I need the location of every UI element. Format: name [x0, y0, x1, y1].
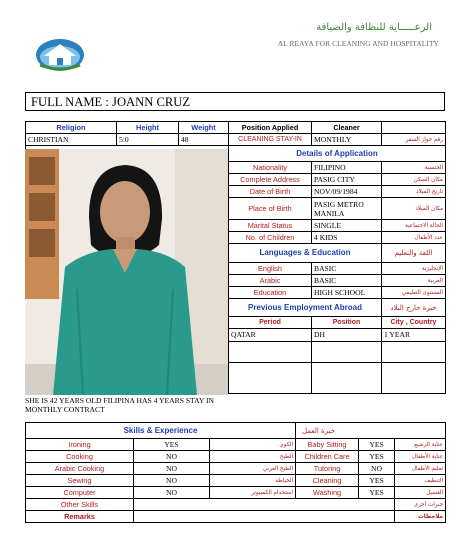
english-label: English [229, 263, 312, 275]
arabic-value: BASIC [312, 275, 382, 287]
remarks-value [134, 511, 395, 523]
english-value: BASIC [312, 263, 382, 275]
languages-title-ar: اللغة والتعليم [382, 244, 446, 263]
employment-country: QATAR [229, 329, 312, 342]
pob-value: PASIG METRO MANILA [312, 198, 382, 220]
brand-name-english: AL REAYA FOR CLEANING AND HOSPITALITY [277, 39, 439, 48]
skills-title-ar: خبرة العمل [296, 423, 446, 439]
education-label: Education [229, 287, 312, 299]
weight-value: 48 [179, 134, 229, 146]
pob-label-ar: مكان الميلاد [382, 198, 446, 220]
skill-baby-sitting-label-ar: عناية الرضيع [395, 439, 446, 451]
skill-sewing-label-ar: الخياطة [210, 475, 296, 487]
city-country-header: City , Country [382, 317, 446, 329]
skill-washing-label: Washing [296, 487, 359, 499]
nationality-value: FILIPINO [312, 162, 382, 174]
skill-ironing-label: Ironing [26, 439, 134, 451]
employment-position: DH [312, 329, 382, 342]
education-label-ar: المستوى التعليمي [382, 287, 446, 299]
address-value: PASIG CITY [312, 174, 382, 186]
dob-label: Date of Birth [229, 186, 312, 198]
candidate-photo [25, 149, 228, 395]
skill-computer-value: NO [134, 487, 210, 499]
english-label-ar: الإنجليزية [382, 263, 446, 275]
position-header: Position [312, 317, 382, 329]
height-value: 5:0 [117, 134, 179, 146]
children-label: No. of Children [229, 232, 312, 244]
dob-value: NOV/09/1984 [312, 186, 382, 198]
height-header: Height [117, 122, 179, 134]
skill-computer-label-ar: استخدام الكمبيوتر [210, 487, 296, 499]
company-logo [34, 33, 86, 73]
education-value: HIGH SCHOOL [312, 287, 382, 299]
languages-title: Languages & Education [229, 244, 382, 263]
skill-cooking-label-ar: الطبخ [210, 451, 296, 463]
skill-arabic-cooking-value: NO [134, 463, 210, 475]
skill-baby-sitting-label: Baby Sitting [296, 439, 359, 451]
skill-children-care-label-ar: عناية الأطفال [395, 451, 446, 463]
other-skills-label: Other Skills [26, 499, 134, 511]
skill-cooking-label: Cooking [26, 451, 134, 463]
skill-sewing-value: NO [134, 475, 210, 487]
skill-tutoring-label: Tutoring [296, 463, 359, 475]
position-applied-header: Position Applied [229, 122, 312, 134]
nationality-label-ar: الجنسية [382, 162, 446, 174]
arabic-label: Arabic [229, 275, 312, 287]
period-header: Period [229, 317, 312, 329]
skill-washing-value: YES [359, 487, 395, 499]
application-title: Details of Application [229, 146, 446, 162]
skill-ironing-label-ar: الكوي [210, 439, 296, 451]
skill-cooking-value: NO [134, 451, 210, 463]
skill-cleaning-value: YES [359, 475, 395, 487]
skill-cleaning-label: Cleaning [296, 475, 359, 487]
passport-label-ar: رقم جواز السفر [382, 134, 446, 146]
arabic-label-ar: العربية [382, 275, 446, 287]
marital-label-ar: الحالة الاجتماعية [382, 220, 446, 232]
skill-children-care-label: Children Care [296, 451, 359, 463]
skills-table [25, 422, 446, 523]
employment-empty-cell [312, 342, 382, 363]
skill-computer-label: Computer [26, 487, 134, 499]
nationality-label: Nationality [229, 162, 312, 174]
skill-baby-sitting-value: YES [359, 439, 395, 451]
pob-label: Place of Birth [229, 198, 312, 220]
skill-cleaning-label-ar: التنظيف [395, 475, 446, 487]
skill-arabic-cooking-label-ar: الطبخ العربي [210, 463, 296, 475]
children-label-ar: عدد الأطفال [382, 232, 446, 244]
candidate-summary: SHE IS 42 YEARS OLD FILIPINA HAS 4 YEARS STAY IN MONTHLY CONTRACT [25, 396, 214, 414]
remarks-label-ar: ملاحظات [395, 511, 446, 523]
position-value: Cleaner [312, 122, 382, 134]
dob-label-ar: تاريخ الميلاد [382, 186, 446, 198]
weight-header: Weight [179, 122, 229, 134]
contract-type: MONTHLY [312, 134, 382, 146]
empty-cell [382, 122, 446, 134]
skill-arabic-cooking-label: Arabic Cooking [26, 463, 134, 475]
other-skills-value [134, 499, 395, 511]
employment-title-ar: خبرة خارج البلاد [382, 299, 446, 317]
skill-washing-label-ar: الغسيل [395, 487, 446, 499]
employment-empty-cell [229, 363, 312, 394]
marital-value: SINGLE [312, 220, 382, 232]
employment-empty-cell [312, 363, 382, 394]
religion-header: Religion [26, 122, 117, 134]
other-skills-label-ar: خبرات أخرى [395, 499, 446, 511]
employment-period: 1 YEAR [382, 329, 446, 342]
skill-ironing-value: YES [134, 439, 210, 451]
address-label-ar: مكان السكن [382, 174, 446, 186]
employment-empty-cell [229, 342, 312, 363]
employment-empty-cell [382, 342, 446, 363]
religion-value: CHRISTIAN [26, 134, 117, 146]
marital-label: Marital Status [229, 220, 312, 232]
employment-title: Previous Employment Abroad [229, 299, 382, 317]
skill-sewing-label: Sewing [26, 475, 134, 487]
skills-title: Skills & Experience [26, 423, 296, 439]
full-name: FULL NAME : JOANN CRUZ [25, 92, 445, 111]
address-label: Complete Address [229, 174, 312, 186]
employment-empty-cell [382, 363, 446, 394]
skill-children-care-value: YES [359, 451, 395, 463]
children-value: 4 KIDS [312, 232, 382, 244]
skill-tutoring-label-ar: تعليم الأطفال [395, 463, 446, 475]
skill-tutoring-value: NO [359, 463, 395, 475]
position-type: CLEANING STAY-IN [229, 134, 312, 146]
brand-name-arabic: الرعـــــاية للنظافة والضيافة [316, 22, 432, 33]
remarks-label: Remarks [26, 511, 134, 523]
